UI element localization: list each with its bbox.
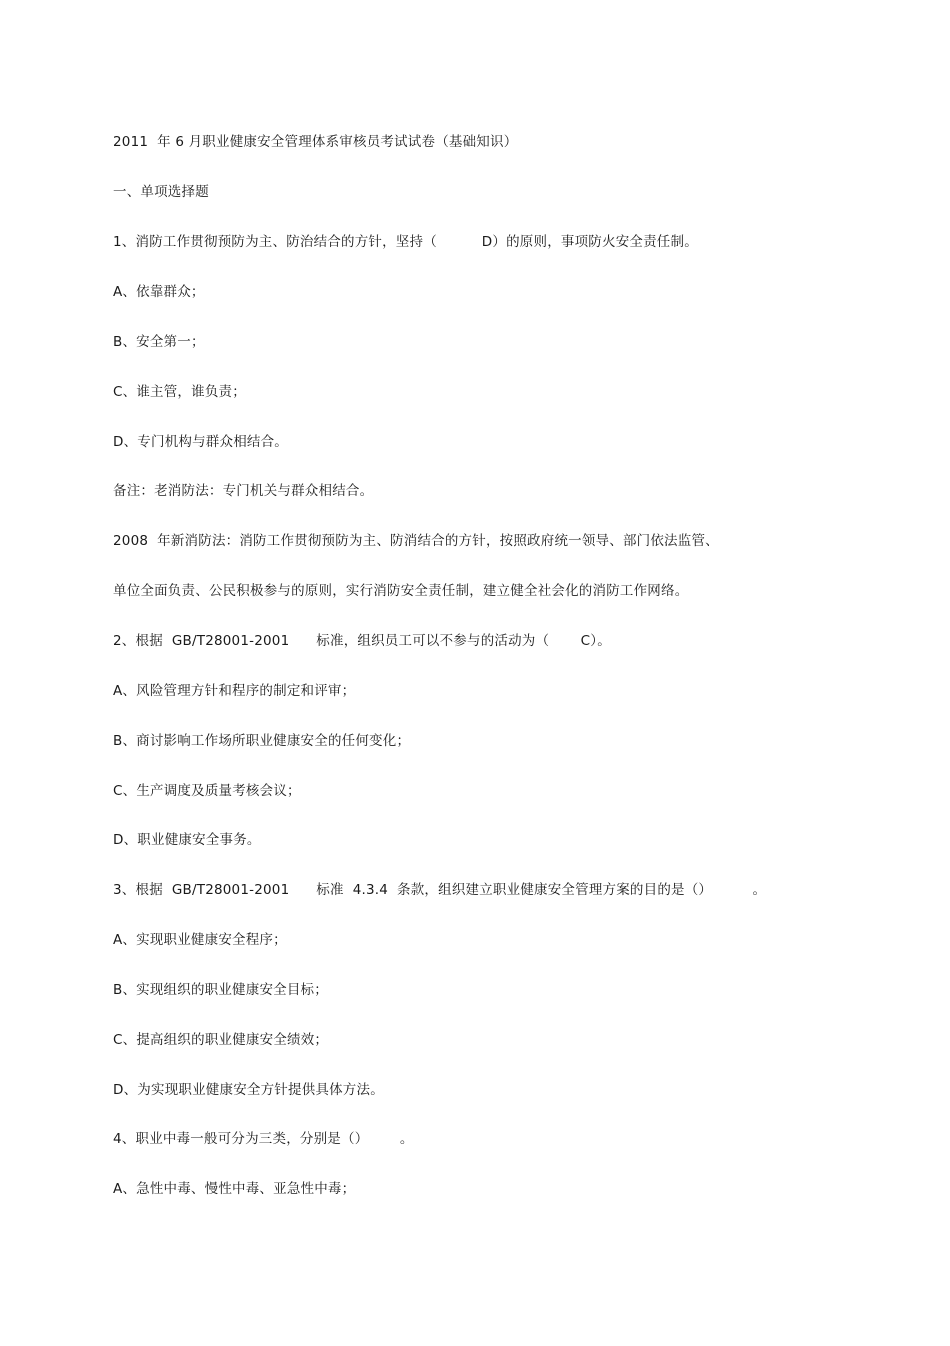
option-line: D、职业健康安全事务。 [113, 832, 261, 848]
option-line: A、风险管理方针和程序的制定和评审； [113, 683, 356, 699]
section-heading: 一、单项选择题 [113, 184, 209, 200]
question-2: 2、根据 GB/T28001-2001 标准，组织员工可以不参与的活动为（ C）。 [113, 633, 611, 649]
option-line: B、安全第一； [113, 334, 205, 350]
option-line: C、谁主管，谁负责； [113, 384, 246, 400]
document-title: 2011 年 6 月职业健康安全管理体系审核员考试试卷（基础知识） [113, 134, 518, 150]
note-line: 单位全面负责、公民积极参与的原则，实行消防安全责任制，建立健全社会化的消防工作网络。 [113, 583, 689, 599]
option-line: C、提高组织的职业健康安全绩效； [113, 1032, 329, 1048]
option-line: C、生产调度及质量考核会议； [113, 783, 301, 799]
option-line: A、急性中毒、慢性中毒、亚急性中毒； [113, 1181, 356, 1197]
option-line: B、商讨影响工作场所职业健康安全的任何变化； [113, 733, 411, 749]
question-1: 1、消防工作贯彻预防为主、防治结合的方针，坚持（ D）的原则，事项防火安全责任制。 [113, 234, 698, 250]
option-line: A、实现职业健康安全程序； [113, 932, 287, 948]
note-line: 备注：老消防法：专门机关与群众相结合。 [113, 483, 374, 499]
question-3: 3、根据 GB/T28001-2001 标准 4.3.4 条款，组织建立职业健康安全管理方案的目的是（） 。 [113, 882, 767, 898]
question-4: 4、职业中毒一般可分为三类，分别是（） 。 [113, 1131, 414, 1147]
option-line: A、依靠群众； [113, 284, 205, 300]
note-line: 2008 年新消防法：消防工作贯彻预防为主、防消结合的方针，按照政府统一领导、部门依法监管、 [113, 533, 719, 549]
option-line: D、为实现职业健康安全方针提供具体方法。 [113, 1082, 384, 1098]
option-line: B、实现组织的职业健康安全目标； [113, 982, 328, 998]
option-line: D、专门机构与群众相结合。 [113, 434, 288, 450]
